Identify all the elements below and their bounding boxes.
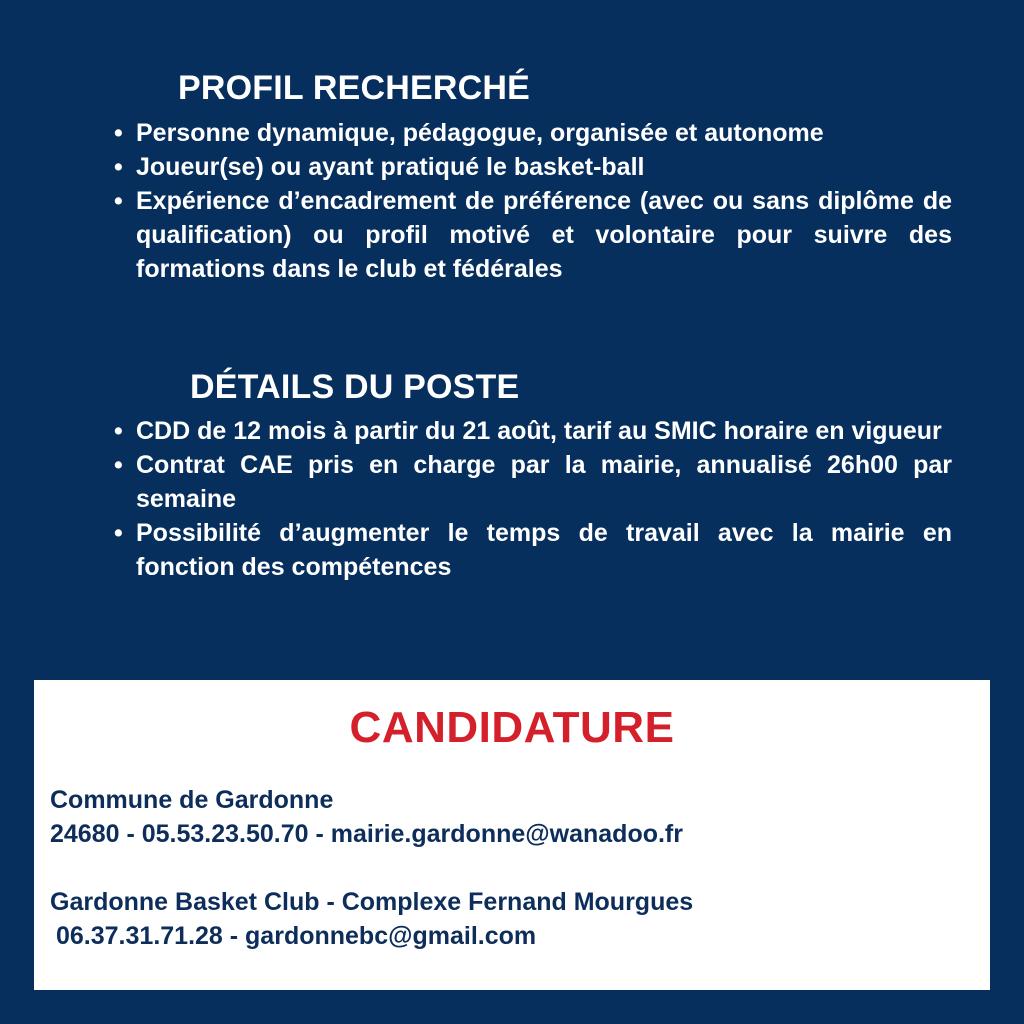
list-item <box>110 184 952 286</box>
profil-list <box>110 116 952 286</box>
contact1-name: Commune de Gardonne <box>50 786 334 814</box>
contact2-info: 06.37.31.71.28 - gardonnebc@gmail.com <box>56 922 537 950</box>
details-list <box>110 414 952 584</box>
list-item-text: Expérience d’encadrement de préférence (avec ou sans diplôme de qualification) ou profil motivé et volontaire pour suivre des formations dans le club et fédérales <box>136 187 952 283</box>
details-heading: DÉTAILS DU POSTE <box>190 368 520 406</box>
list-item-text: CDD de 12 mois à partir du 21 août, tarif au SMIC horaire en vigueur <box>136 417 942 445</box>
list-item <box>110 150 952 184</box>
bullet-icon: • <box>114 417 123 445</box>
list-item-text: Contrat CAE pris en charge par la mairie, annualisé 26h00 par semaine <box>136 451 952 513</box>
bullet-icon: • <box>114 119 123 147</box>
list-item <box>110 116 952 150</box>
bullet-icon: • <box>114 153 123 181</box>
contact1-info: 24680 - 05.53.23.50.70 - mairie.gardonne@wanadoo.fr <box>50 820 683 848</box>
contact2-name: Gardonne Basket Club - Complexe Fernand Mourgues <box>50 888 694 916</box>
list-item <box>110 448 952 516</box>
candidature-box <box>34 680 990 990</box>
list-item-text: Joueur(se) ou ayant pratiqué le basket-ball <box>136 153 645 181</box>
profil-heading: PROFIL RECHERCHÉ <box>178 69 531 107</box>
bullet-icon: • <box>114 451 123 479</box>
list-item-text: Possibilité d’augmenter le temps de travail avec la mairie en fonction des compétences <box>136 519 952 581</box>
bullet-icon: • <box>114 519 123 547</box>
list-item <box>110 414 952 448</box>
list-item-text: Personne dynamique, pédagogue, organisée et autonome <box>136 119 824 147</box>
candidature-title: CANDIDATURE <box>349 703 675 752</box>
list-item <box>110 516 952 584</box>
bullet-icon: • <box>114 187 123 215</box>
